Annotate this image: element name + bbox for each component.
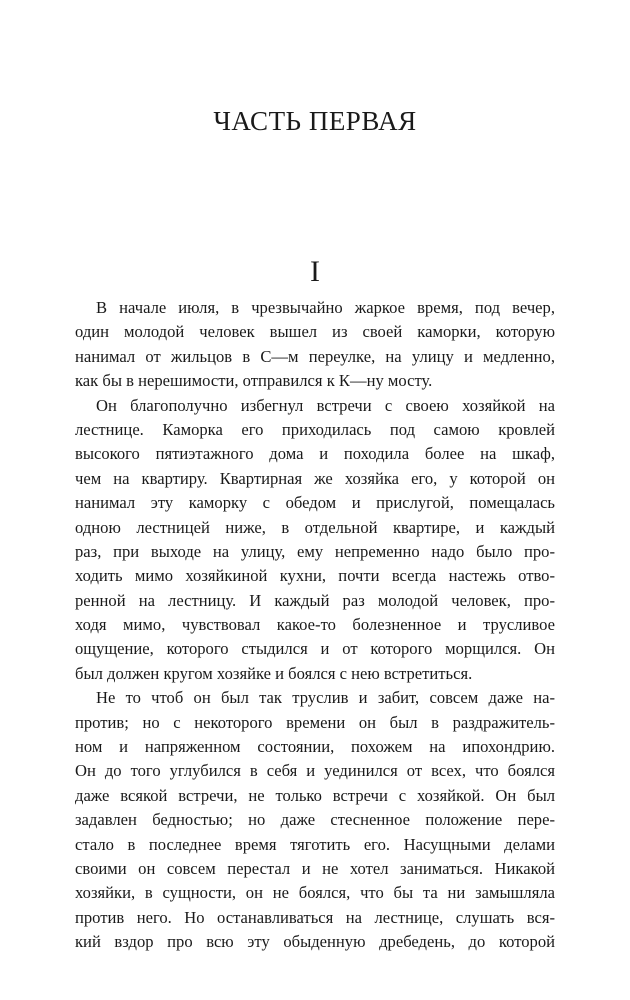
text-line: против; но с некоторого времени он был в раздражитель-	[75, 712, 555, 732]
text-line: лестнице. Каморка его приходилась под самою кровлей	[75, 419, 555, 439]
text-line: хозяйки, в сущности, он не боялся, что бы та ни замышляла	[75, 883, 555, 903]
text-line: Не то чтоб он был так труслив и забит, совсем даже на-	[96, 688, 555, 708]
text-line: высокого пятиэтажного дома и походила более на шкаф,	[75, 444, 555, 464]
text-line: ощущение, которого стыдился и от которого морщился. Он	[75, 639, 555, 659]
text-line: был должен кругом хозяйке и боялся с нею встретиться.	[75, 663, 473, 683]
text-line: задавлен бедностью; но даже стесненное положение пере-	[75, 810, 555, 830]
text-line: ходить мимо хозяйкиной кухни, почти всегда настежь отво-	[75, 566, 555, 586]
text-line: нанимал от жильцов в С—м переулке, на улицу и медленно,	[75, 346, 555, 366]
text-line: раз, при выходе на улицу, ему непременно надо было про-	[75, 541, 555, 561]
chapter-number: I	[310, 255, 320, 288]
text-line: ном и напряженном состоянии, похожем на ипохондрию.	[75, 737, 555, 757]
text-line: кий вздор про всю эту обыденную дребедень, до которой	[75, 932, 555, 952]
text-line: В начале июля, в чрезвычайно жаркое время, под вечер,	[96, 298, 555, 317]
text-line: ренной на лестницу. И каждый раз молодой человек, про-	[75, 590, 555, 610]
text-line: даже всякой встречи, не только встречи с хозяйкой. Он был	[75, 785, 555, 805]
text-line: Он благополучно избегнул встречи с своею хозяйкой на	[96, 395, 555, 415]
chapter-body-text	[75, 296, 555, 955]
text-line: один молодой человек вышел из своей каморки, которую	[75, 322, 555, 342]
text-line: Он до того углубился в себя и уединился от всех, что боялся	[75, 761, 555, 781]
text-line: ходя мимо, чувствовал какое-то болезненное и трусливое	[75, 615, 555, 635]
text-line: как бы в нерешимости, отправился к К—ну мосту.	[75, 371, 433, 391]
text-line: стало в последнее время тяготить его. Насущными делами	[75, 834, 555, 854]
text-line: своими он совсем перестал и не хотел заниматься. Никакой	[75, 858, 555, 878]
text-line: чем на квартиру. Квартирная же хозяйка его, у которой он	[75, 468, 555, 488]
text-line: нанимал эту каморку с обедом и прислугой, помещалась	[75, 493, 555, 513]
text-line: одною лестницей ниже, в отдельной квартире, и каждый	[75, 517, 555, 537]
part-title: ЧАСТЬ ПЕРВАЯ	[213, 106, 417, 136]
text-line: против него. Но останавливаться на лестнице, слушать вся-	[75, 907, 555, 927]
